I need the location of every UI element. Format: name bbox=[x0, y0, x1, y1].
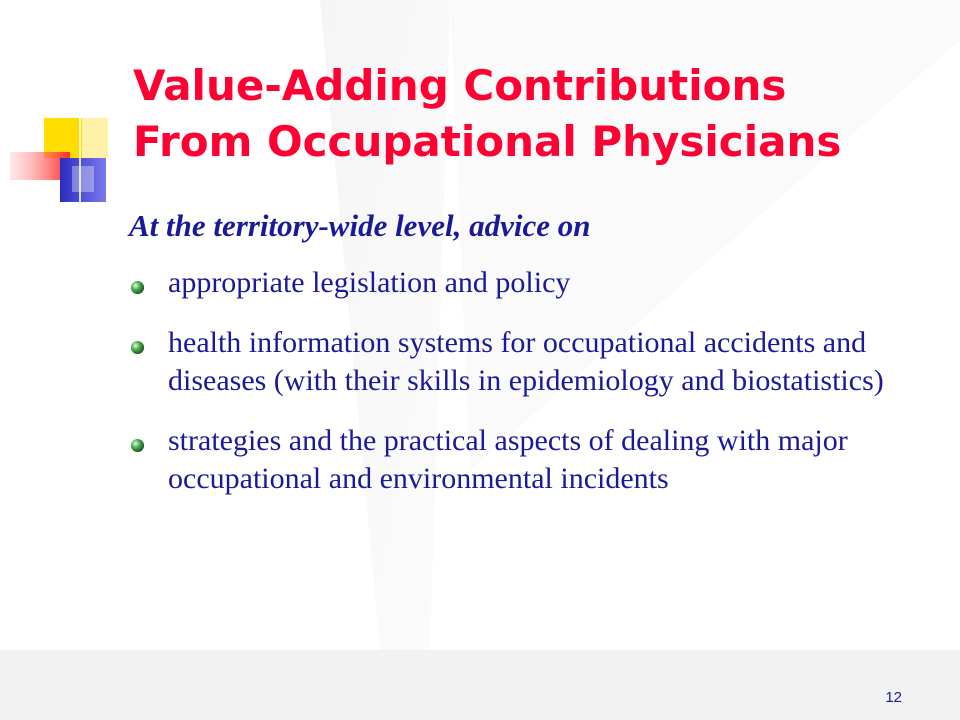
green-sphere-icon bbox=[130, 340, 145, 355]
slide-subtitle: At the territory-wide level, advice on bbox=[129, 208, 591, 243]
bullet-list bbox=[130, 264, 930, 520]
list-item bbox=[130, 264, 930, 302]
title-line-2: From Occupational Physicians bbox=[133, 117, 842, 166]
slide-title bbox=[133, 58, 933, 170]
bullet-text: health information systems for occupational accidents and diseases (with their skills in epidemiology and biostatistics) bbox=[168, 326, 884, 397]
footer-band bbox=[0, 650, 960, 720]
bullet-text: strategies and the practical aspects of dealing with major occupational and environmental incidents bbox=[168, 424, 848, 495]
title-line-1: Value-Adding Contributions bbox=[133, 61, 787, 110]
list-item bbox=[130, 422, 930, 498]
colored-squares-decoration bbox=[0, 100, 130, 220]
bullet-text: appropriate legislation and policy bbox=[168, 266, 571, 299]
page-number: 12 bbox=[885, 689, 902, 706]
green-sphere-icon bbox=[130, 438, 145, 453]
list-item bbox=[130, 324, 930, 400]
green-sphere-icon bbox=[130, 280, 145, 295]
